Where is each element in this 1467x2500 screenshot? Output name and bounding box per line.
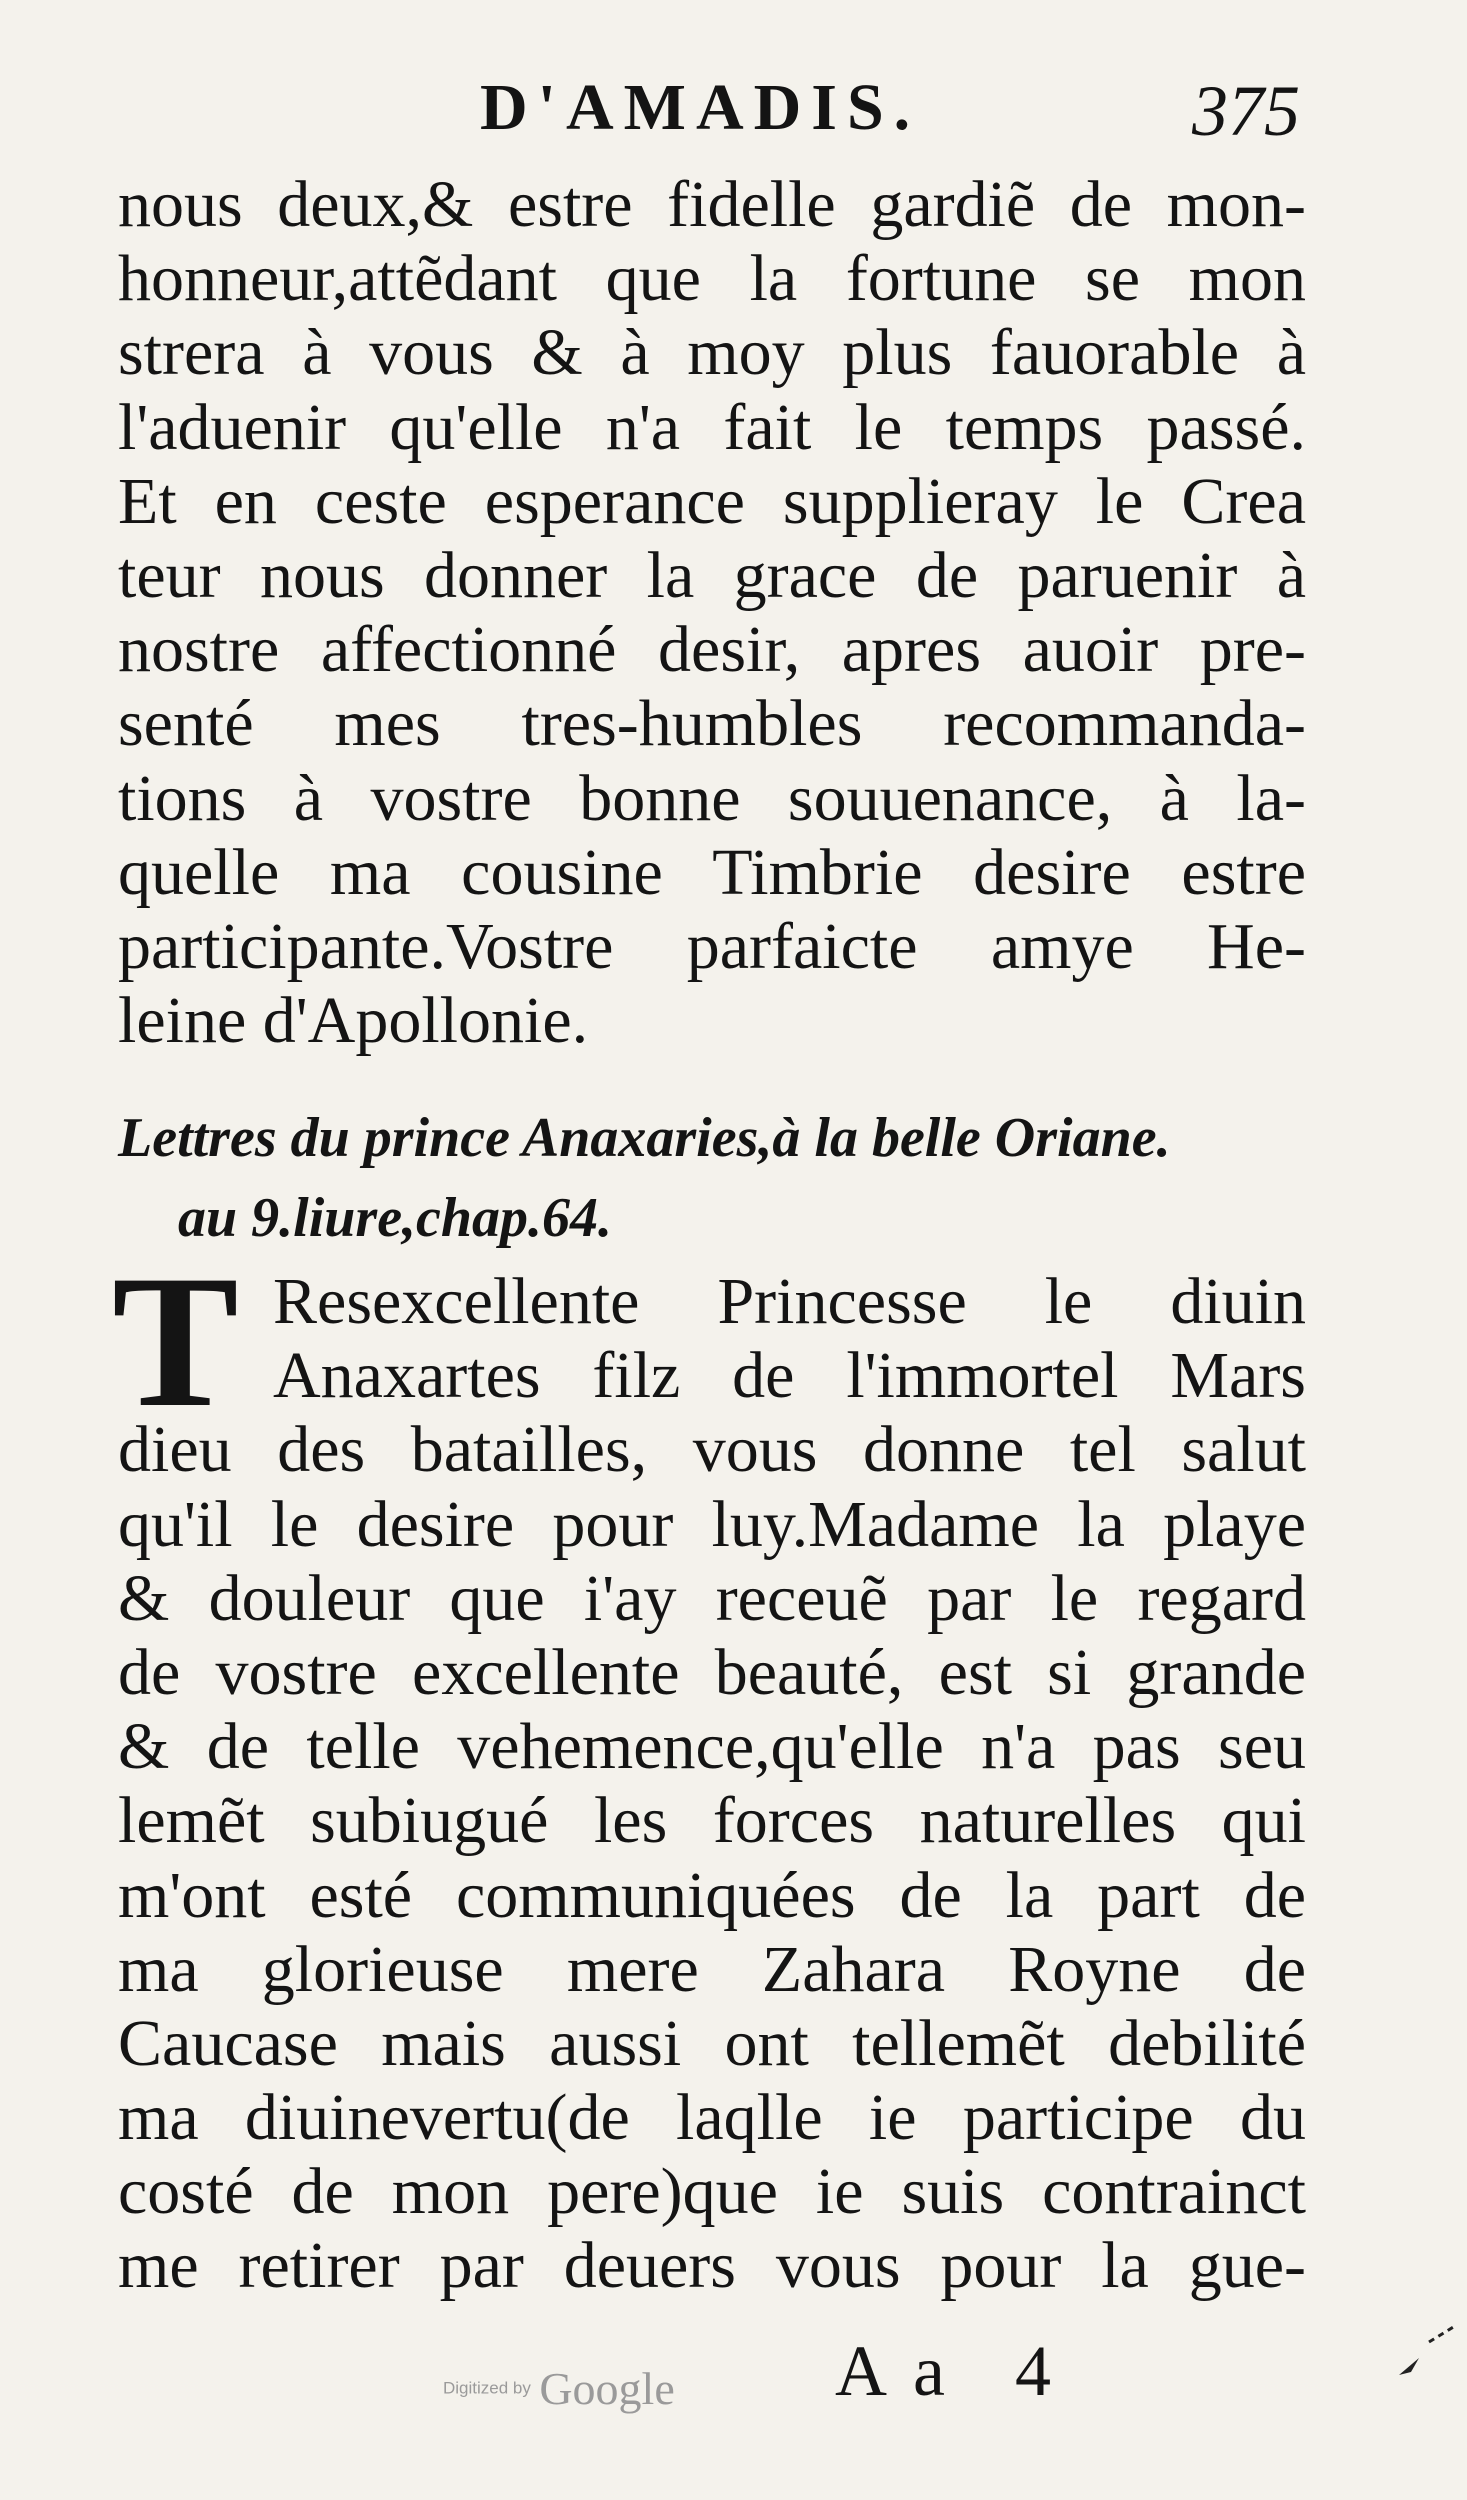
text-line: nous deux,& estre fidelle gardiẽ de mon- bbox=[118, 168, 1306, 241]
text-line: participante.Vostre parfaicte amye He- bbox=[118, 909, 1306, 983]
text-line: Caucase mais aussi ont tellemẽt debilité bbox=[118, 2006, 1306, 2080]
page-header bbox=[120, 70, 1300, 160]
text-line: lemẽt subiugué les forces naturelles qui bbox=[118, 1784, 1306, 1858]
text-line: m'ont esté communiquées de la part de bbox=[118, 1858, 1306, 1932]
text-line: Anaxartes filz de l'immortel Mars bbox=[273, 1339, 1306, 1413]
text-line: & douleur que i'ay receuẽ par le regard bbox=[118, 1561, 1306, 1635]
corner-arrow-icon bbox=[1389, 2320, 1459, 2380]
text-line: quelle ma cousine Timbrie desire estre bbox=[118, 835, 1306, 909]
text-line: strera à vous & à moy plus fauorable à bbox=[118, 316, 1306, 390]
page-number: 375 bbox=[1192, 71, 1300, 151]
text-line: Et en ceste esperance supplieray le Crea bbox=[118, 464, 1306, 538]
digitized-prefix: Digitized by bbox=[443, 2378, 531, 2398]
heading-line: Lettres du prince Anaxaries,à la belle Oriane. bbox=[118, 1107, 1171, 1169]
text-line: Resexcellente Princesse le diuin bbox=[273, 1265, 1306, 1338]
letter-heading bbox=[118, 1098, 1308, 1258]
text-line: l'aduenir qu'elle n'a fait le temps passé. bbox=[118, 390, 1306, 464]
text-line: dieu des batailles, vous donne tel salut bbox=[118, 1413, 1306, 1487]
text-line: teur nous donner la grace de paruenir à bbox=[118, 538, 1306, 612]
text-line: leine d'Apollonie. bbox=[118, 984, 589, 1058]
text-line: de vostre excellente beauté, est si grande bbox=[118, 1635, 1306, 1709]
text-line: & de telle vehemence,qu'elle n'a pas seu bbox=[118, 1710, 1306, 1784]
digitized-watermark bbox=[443, 2362, 675, 2415]
text-line: me retirer par deuers vous pour la gue- bbox=[118, 2229, 1306, 2303]
text-line: nostre affectionné desir, apres auoir pre- bbox=[118, 613, 1306, 687]
text-line: ma diuinevertu(de laqlle ie participe du bbox=[118, 2081, 1306, 2155]
text-line: ma glorieuse mere Zahara Royne de bbox=[118, 1932, 1306, 2006]
drop-cap: T bbox=[112, 1237, 239, 1447]
running-head: D'AMADIS. bbox=[480, 71, 921, 144]
text-line: tions à vostre bonne souuenance, à la- bbox=[118, 761, 1306, 835]
text-line: qu'il le desire pour luy.Madame la playe bbox=[118, 1487, 1306, 1561]
text-line: honneur,attẽdant que la fortune se mon bbox=[118, 242, 1306, 316]
text-line: senté mes tres-humbles recommanda- bbox=[118, 687, 1306, 761]
heading-line: au 9.liure,chap.64. bbox=[178, 1187, 613, 1249]
signature-mark: Aa 4 bbox=[835, 2331, 1077, 2411]
text-line: costé de mon pere)que ie suis contrainct bbox=[118, 2155, 1306, 2229]
google-logo: Google bbox=[539, 2363, 675, 2414]
letter-anaxartes-text bbox=[118, 1265, 1306, 2304]
letter-helene-text bbox=[118, 168, 1306, 1058]
